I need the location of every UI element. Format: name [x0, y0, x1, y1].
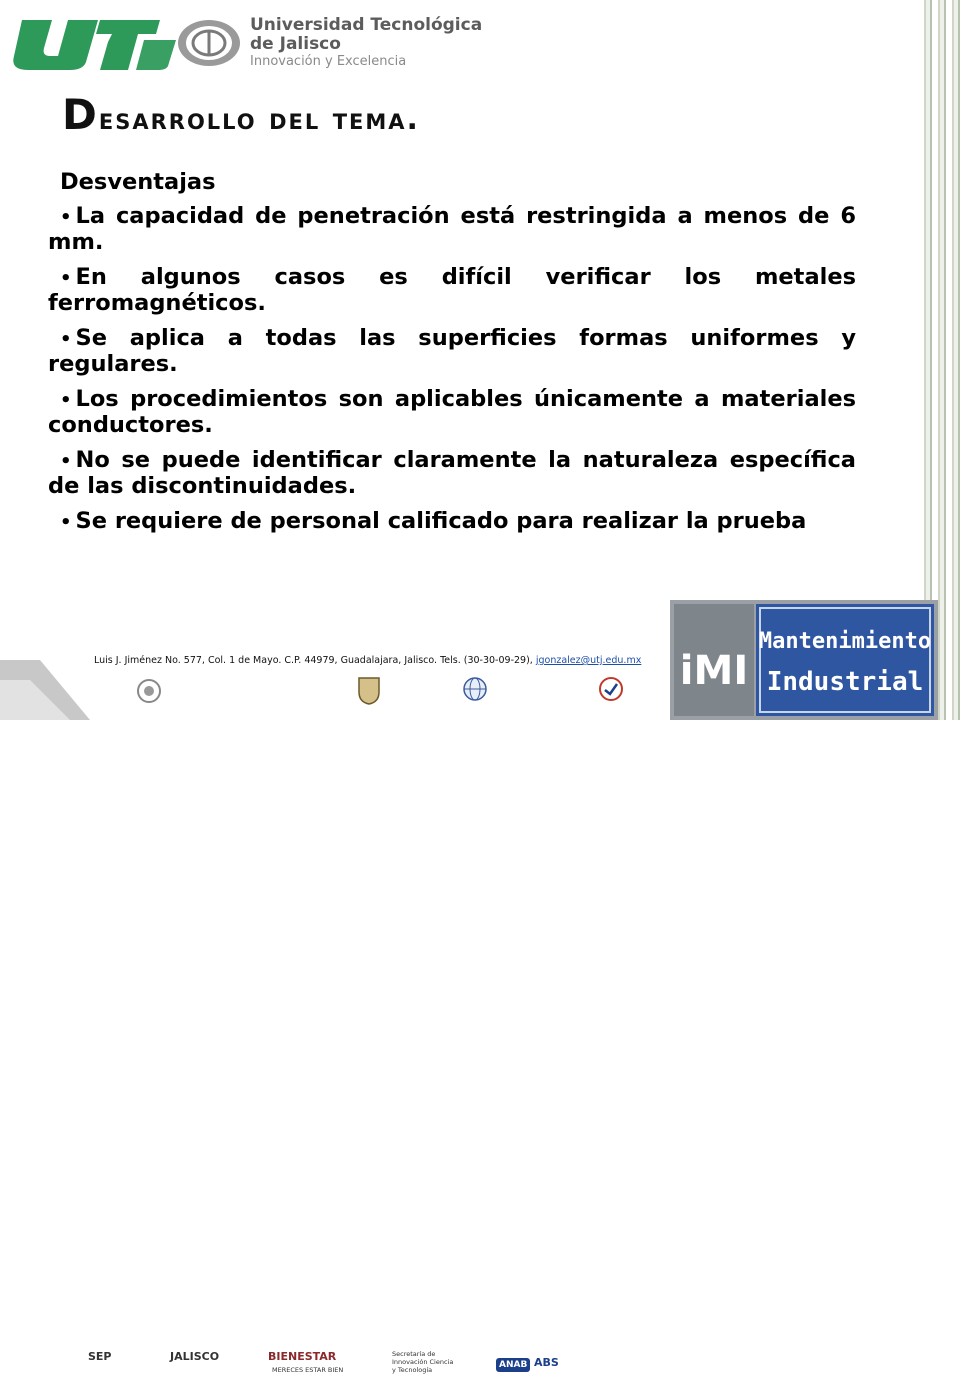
- subheading-desventajas: Desventajas: [60, 169, 216, 195]
- university-name-line2: de Jalisco: [250, 34, 341, 54]
- bullet-text: Los procedimientos son aplicables únicamente a materiales conductores.: [48, 386, 856, 438]
- secretaria-logo: Secretaría de Innovación Ciencia y Tecnología: [392, 1350, 454, 1374]
- footer-email-link[interactable]: jgonzalez@utj.edu.mx: [535, 655, 642, 666]
- bullet-item: [48, 204, 856, 254]
- bullet-item: [48, 265, 856, 315]
- imi-label: iMI: [679, 648, 749, 694]
- globe-icon: [462, 676, 488, 702]
- jalisco-shield-icon: [356, 676, 382, 706]
- bullet-dot-icon: •: [60, 512, 72, 533]
- badge-line2: Industrial: [766, 667, 924, 697]
- footer-address: [94, 655, 641, 666]
- mantenimiento-industrial-badge: [670, 600, 938, 720]
- bullet-item: [48, 448, 856, 498]
- bullet-text: Se requiere de personal calificado para realizar la prueba: [75, 508, 807, 534]
- bullet-dot-icon: •: [60, 451, 72, 472]
- university-name: [250, 16, 482, 54]
- bienestar-logo: BIENESTAR: [268, 1350, 337, 1363]
- bullet-dot-icon: •: [60, 268, 72, 289]
- bullet-item: [48, 326, 856, 376]
- university-name-line1: Universidad Tecnológica: [250, 15, 483, 35]
- bullet-text: La capacidad de penetración está restringida a menos de 6 mm.: [48, 203, 856, 255]
- anab-logo: ANAB: [496, 1358, 530, 1372]
- bullet-dot-icon: •: [60, 329, 72, 350]
- university-logo: [8, 10, 548, 76]
- bullet-text: En algunos casos es difícil verificar los metales ferromagnéticos.: [48, 264, 856, 316]
- mexico-seal-icon: [136, 678, 162, 704]
- abs-logo: ABS: [534, 1356, 559, 1369]
- bienestar-subtext: MERECES ESTAR BIEN: [272, 1366, 344, 1374]
- university-tagline: Innovación y Excelencia: [250, 54, 407, 69]
- slide-content: [48, 170, 856, 546]
- sep-logo: SEP: [88, 1350, 112, 1363]
- badge-line1: Mantenimiento: [758, 629, 932, 654]
- bullet-item: [48, 387, 856, 437]
- jalisco-logo: JALISCO: [170, 1350, 220, 1363]
- university-seal-icon: [176, 18, 242, 68]
- bullet-dot-icon: •: [60, 390, 72, 411]
- bullet-text: Se aplica a todas las superficies formas uniformes y regulares.: [48, 325, 856, 377]
- bullet-dot-icon: •: [60, 207, 72, 228]
- slide-title: Desarrollo del tema.: [62, 90, 420, 139]
- partner-logos-band: [0, 672, 670, 1374]
- bullet-text: No se puede identificar claramente la naturaleza específica de las discontinuidades.: [48, 447, 856, 499]
- certification-seal-icon: [598, 676, 624, 702]
- bullet-list: [48, 204, 856, 535]
- bullet-item: [48, 509, 856, 535]
- footer-address-text: Luis J. Jiménez No. 577, Col. 1 de Mayo. C.P. 44979, Guadalajara, Jalisco. Tels. (30-30-09-29),: [94, 655, 536, 666]
- utj-logo-mark: [8, 18, 178, 70]
